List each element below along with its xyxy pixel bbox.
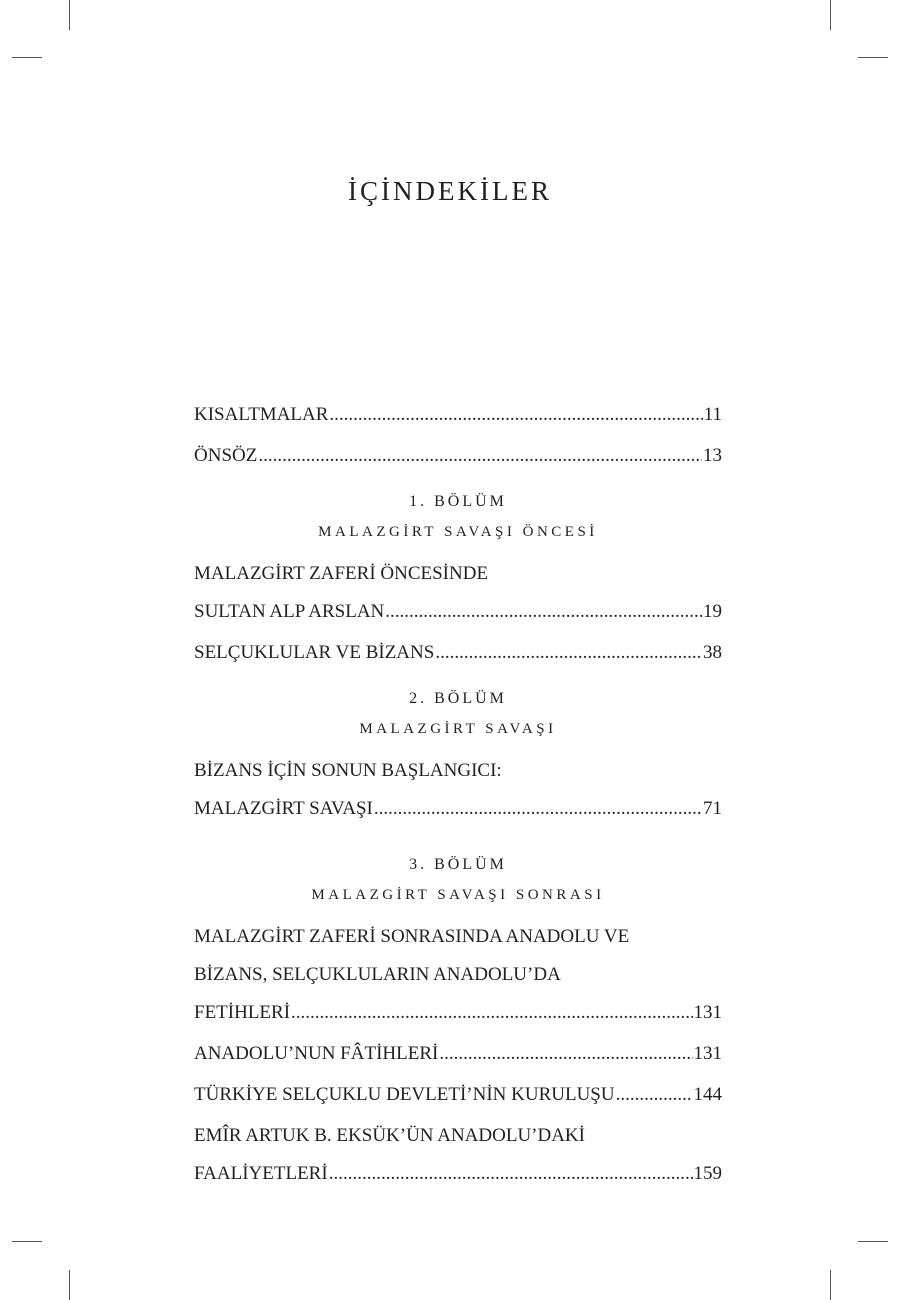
crop-mark-top-right	[830, 0, 831, 30]
dot-leader	[258, 437, 702, 475]
toc-entry-title: KISALTMALAR	[194, 404, 329, 425]
toc-entry[interactable]	[194, 752, 722, 828]
crop-mark-left-bottom	[12, 1241, 42, 1242]
toc-page-number: 71	[703, 798, 722, 819]
toc-entry-title: SULTAN ALP ARSLAN	[194, 601, 385, 622]
dot-leader	[291, 994, 692, 1032]
crop-mark-bottom-right	[830, 1270, 831, 1300]
chapter-heading-3	[194, 850, 722, 910]
toc-entry[interactable]	[194, 555, 722, 631]
dot-leader	[329, 396, 702, 434]
toc-page-number: 38	[703, 642, 722, 663]
toc-entry[interactable]	[194, 1117, 722, 1193]
toc-entry-line: MALAZGİRT ZAFERİ ÖNCESİNDE	[194, 563, 489, 584]
toc-entry-line: BİZANS, SELÇUKLULARIN ANADOLU’DA	[194, 964, 561, 985]
toc-entry-title: MALAZGİRT SAVAŞI	[194, 798, 373, 819]
chapter-number: 2. BÖLÜM	[409, 690, 507, 707]
toc-entry-title: FAALİYETLERİ	[194, 1163, 328, 1184]
table-of-contents	[194, 396, 722, 1193]
toc-entry[interactable]	[194, 918, 722, 1032]
toc-entry-title: FETİHLERİ	[194, 1002, 291, 1023]
dot-leader	[435, 634, 702, 672]
chapter-name: MALAZGİRT SAVAŞI SONRASI	[311, 887, 605, 903]
chapter-name: MALAZGİRT SAVAŞI ÖNCESİ	[318, 524, 598, 540]
dot-leader	[616, 1076, 693, 1114]
toc-entry[interactable]	[194, 1035, 722, 1073]
crop-mark-right-bottom	[858, 1241, 888, 1242]
toc-entry[interactable]	[194, 1076, 722, 1114]
toc-entry[interactable]	[194, 634, 722, 672]
toc-entry-line: EMÎR ARTUK B. EKSÜK’ÜN ANADOLU’DAKİ	[194, 1125, 585, 1146]
chapter-heading-1	[194, 487, 722, 547]
toc-entry-title: ANADOLU’NUN FÂTİHLERİ	[194, 1043, 439, 1064]
toc-entry-line: BİZANS İÇİN SONUN BAŞLANGICI:	[194, 760, 502, 781]
toc-page-number: 11	[703, 404, 722, 425]
dot-leader	[385, 593, 702, 631]
dot-leader	[439, 1035, 692, 1073]
crop-mark-bottom-left	[69, 1270, 70, 1300]
page-title: İÇİNDEKİLER	[348, 176, 552, 207]
toc-entry-title: TÜRKİYE SELÇUKLU DEVLETİ’NİN KURULUŞU	[194, 1084, 615, 1105]
toc-entry-title: SELÇUKLULAR VE BİZANS	[194, 642, 435, 663]
toc-page-number: 19	[703, 601, 722, 622]
crop-mark-right-top	[858, 57, 888, 58]
crop-mark-top-left	[69, 0, 70, 30]
chapter-number: 3. BÖLÜM	[409, 856, 507, 873]
toc-page-number: 13	[703, 445, 722, 466]
chapter-name: MALAZGİRT SAVAŞI	[359, 721, 557, 737]
toc-page-number: 131	[693, 1002, 722, 1023]
toc-page-number: 159	[693, 1163, 722, 1184]
toc-page-number: 144	[693, 1084, 722, 1105]
dot-leader	[374, 790, 702, 828]
chapter-heading-2	[194, 684, 722, 744]
toc-entry-title: ÖNSÖZ	[194, 445, 258, 466]
toc-entry-line: MALAZGİRT ZAFERİ SONRASINDA ANADOLU VE	[194, 926, 630, 947]
chapter-number: 1. BÖLÜM	[409, 493, 507, 510]
dot-leader	[329, 1155, 693, 1193]
toc-entry-abbreviations[interactable]	[194, 396, 722, 434]
crop-mark-left-top	[12, 57, 42, 58]
toc-entry-preface[interactable]	[194, 437, 722, 475]
toc-page-number: 131	[693, 1043, 722, 1064]
